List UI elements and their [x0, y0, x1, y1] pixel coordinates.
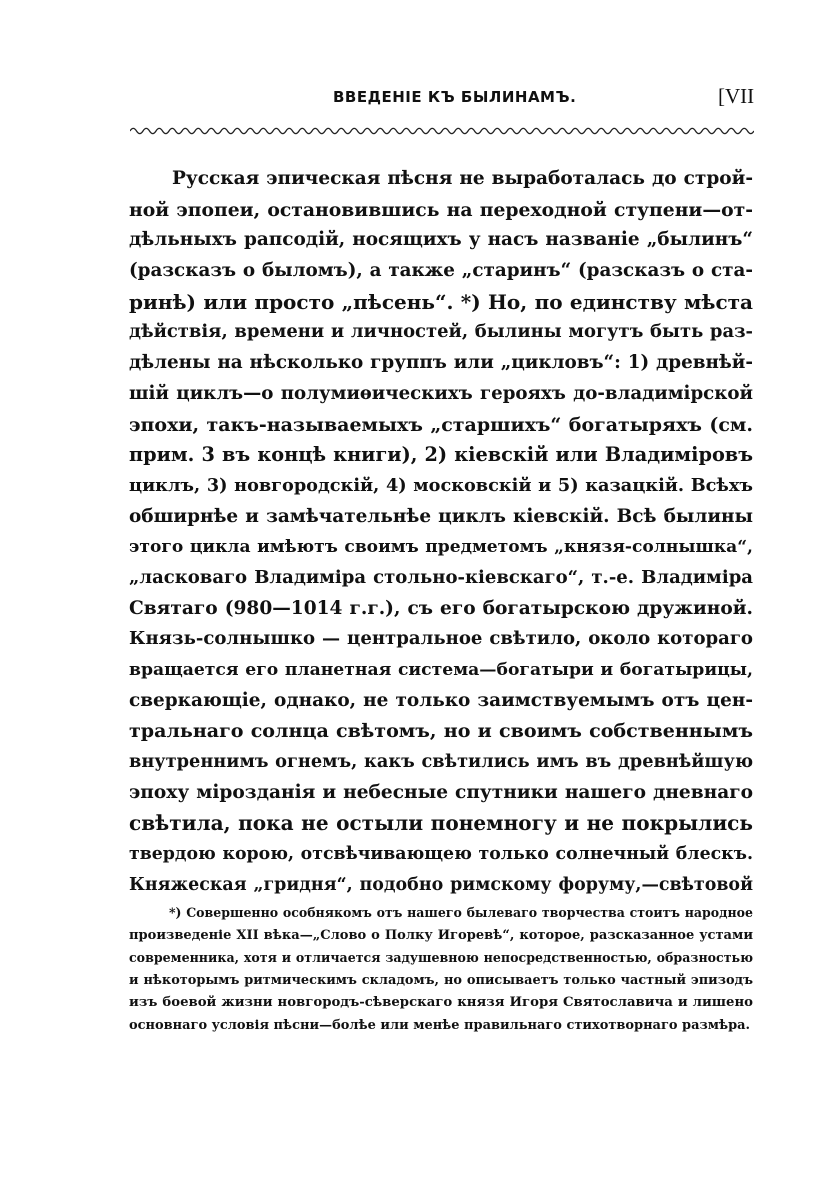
page-number: [VII: [718, 84, 755, 108]
text-line: циклъ, 3) новгородскій, 4) московскій и 5) казацкій. Всѣхъ: [129, 474, 753, 496]
text-line: внутреннимъ огнемъ, какъ свѣтились имъ въ древнѣйшую: [129, 751, 753, 773]
wavy-rule-divider: [130, 124, 754, 138]
text-line: дѣлены на нѣсколько группъ или „цикловъ“: 1) древнѣй-: [129, 352, 753, 374]
running-head: ВВЕДЕНІЕ КЪ БЫЛИНАМЪ.: [333, 88, 577, 106]
text-line: Княжеская „гридня“, подобно римскому форуму,—свѣтовой: [129, 874, 753, 895]
text-line: Русская эпическая пѣсня не выработалась до строй-: [172, 168, 753, 189]
text-line: ной эпопеи, остановившись на переходной ступени—от-: [129, 198, 753, 221]
text-line: свѣтила, пока не остыли понемногу и не покрылись: [129, 811, 753, 836]
text-line: сверкающіе, однако, не только заимствуемымъ отъ цен-: [129, 689, 753, 711]
footnote-line: и нѣкоторымъ ритмическимъ складомъ, но описываетъ только частный эпизодъ: [129, 972, 753, 988]
main-text: [129, 164, 753, 901]
text-line: Князь-солнышко — центральное свѣтило, около котораго: [129, 628, 753, 650]
text-line: дѣльныхъ рапсодій, носящихъ у насъ названіе „былинъ“: [129, 229, 753, 251]
text-line: ринѣ) или просто „пѣсень“. *) Но, по единству мѣста: [129, 289, 753, 314]
footnote-line: основнаго условія пѣсни—болѣе или менѣе правильнаго стихотворнаго размѣра.: [129, 1017, 751, 1033]
text-line: Святаго (980—1014 г.г.), съ его богатырскою дружиной.: [129, 597, 753, 619]
footnote-line: произведеніе XII вѣка—„Слово о Полку Игоревѣ“, которое, разсказанное устами: [129, 927, 753, 943]
text-line: этого цикла имѣютъ своимъ предметомъ „князя-солнышка“,: [129, 537, 753, 558]
text-line: „ласковаго Владиміра стольно-кіевскаго“, т.-е. Владиміра: [129, 566, 753, 588]
footnote: [129, 902, 753, 1038]
text-line: дѣйствія, времени и личностей, былины могутъ быть раз-: [129, 321, 753, 343]
text-line: обширнѣе и замѣчательнѣе циклъ кіевскій. Всѣ былины: [129, 505, 753, 527]
footnote-line: изъ боевой жизни новгородъ-сѣверскаго князя Игоря Святославича и лишено: [129, 995, 753, 1011]
text-line: прим. 3 въ концѣ книги), 2) кіевскій или Владиміровъ: [129, 443, 753, 467]
text-line: твердою корою, отсвѣчивающею только солнечный блескъ.: [129, 844, 753, 865]
text-line: вращается его планетная система—богатыри и богатырицы,: [129, 660, 753, 680]
text-line: шій циклъ—о полумиѳическихъ герояхъ до-владимірской: [129, 382, 753, 404]
footnote-line: *) Совершенно особнякомъ отъ нашего былеваго творчества стоитъ народное: [169, 905, 753, 920]
text-line: тральнаго солнца свѣтомъ, но и своимъ собственнымъ: [129, 720, 753, 743]
text-line: эпоху мірозданія и небесные спутники нашего дневнаго: [129, 781, 753, 803]
text-line: (разсказъ о быломъ), а также „старинъ“ (разсказъ о ста-: [129, 260, 753, 282]
footnote-line: современника, хотя и отличается задушевною непосредственностью, образностью: [129, 950, 753, 966]
text-line: эпохи, такъ-называемыхъ „старшихъ“ богатыряхъ (см.: [129, 413, 753, 436]
